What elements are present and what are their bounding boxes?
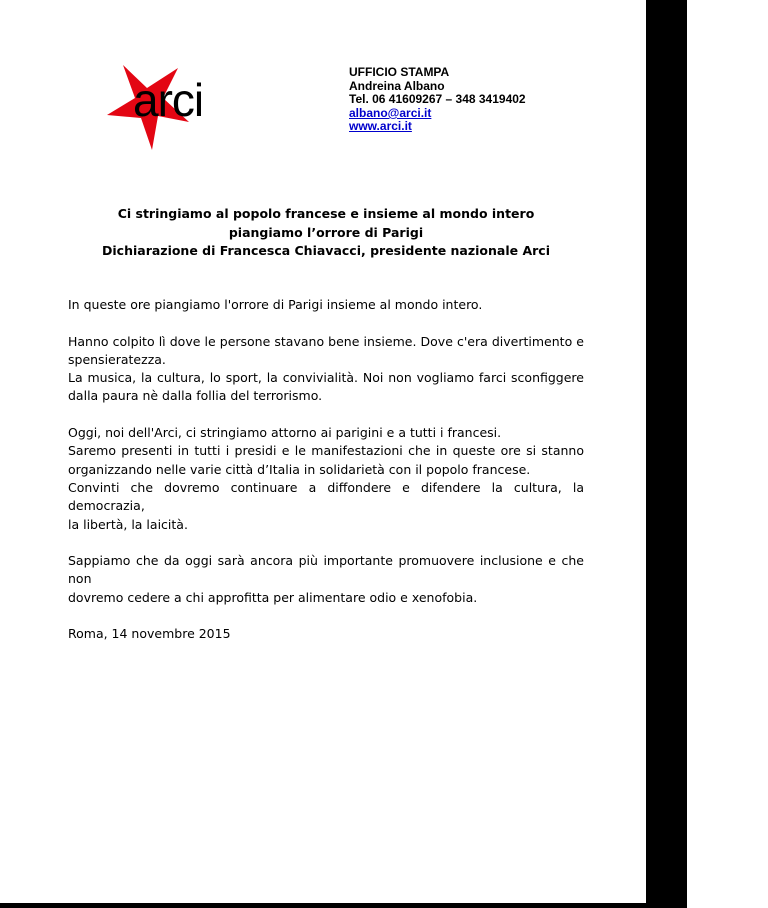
contact-name: Andreina Albano bbox=[349, 78, 445, 93]
document-body bbox=[68, 296, 584, 662]
paragraph-3-line-2: Saremo presenti in tutti i presidi e le manifestazioni che in queste ore si stanno bbox=[68, 443, 584, 459]
document-title bbox=[68, 205, 584, 261]
paragraph-4 bbox=[68, 552, 584, 607]
paragraph-3-line-5: la libertà, la laicità. bbox=[68, 516, 188, 532]
logo-text: arci bbox=[133, 74, 204, 126]
paragraph-2 bbox=[68, 333, 584, 406]
paragraph-4-line-2: dovremo cedere a chi approfitta per alimentare odio e xenofobia. bbox=[68, 589, 478, 605]
contact-phone: Tel. 06 41609267 – 348 3419402 bbox=[349, 92, 526, 107]
paragraph-3-line-3: organizzando nelle varie città d’Italia in solidarietà con il popolo francese. bbox=[68, 461, 531, 477]
arci-logo bbox=[103, 60, 233, 156]
title-line-3: Dichiarazione di Francesca Chiavacci, presidente nazionale Arci bbox=[102, 243, 550, 258]
website-link[interactable]: www.arci.it bbox=[349, 119, 412, 134]
paragraph-4-line-1: Sappiamo che da oggi sarà ancora più importante promuovere inclusione e che non bbox=[68, 553, 584, 587]
paragraph-3-line-1: Oggi, noi dell'Arci, ci stringiamo attorno ai parigini e a tutti i francesi. bbox=[68, 425, 502, 441]
closing-date bbox=[68, 625, 584, 643]
paragraph-2-line-2: spensieratezza. bbox=[68, 351, 166, 367]
paragraph-2-line-4: dalla paura nè dalla follia del terrorismo. bbox=[68, 388, 323, 404]
press-office-label: UFFICIO STAMPA bbox=[349, 65, 450, 79]
paragraph-2-line-3: La musica, la cultura, lo sport, la convivialità. Noi non vogliamo farci sconfiggere bbox=[68, 370, 584, 386]
page-shadow-right bbox=[646, 0, 687, 908]
press-office-contact bbox=[349, 66, 526, 134]
page-shadow-bottom bbox=[0, 903, 687, 908]
title-line-1: Ci stringiamo al popolo francese e insieme al mondo intero bbox=[117, 206, 535, 221]
paragraph-1 bbox=[68, 296, 584, 314]
paragraph-3-line-4: Convinti che dovremo continuare a diffondere e difendere la cultura, la democrazia, bbox=[68, 479, 584, 514]
paragraph-1-line-1: In queste ore piangiamo l'orrore di Parigi insieme al mondo intero. bbox=[68, 297, 483, 312]
closing-date-text: Roma, 14 novembre 2015 bbox=[68, 626, 231, 642]
email-link[interactable]: albano@arci.it bbox=[349, 105, 432, 120]
paragraph-2-line-1: Hanno colpito lì dove le persone stavano bene insieme. Dove c'era divertimento e bbox=[68, 333, 584, 349]
title-line-2: piangiamo l’orrore di Parigi bbox=[228, 224, 424, 240]
paragraph-3 bbox=[68, 424, 584, 534]
